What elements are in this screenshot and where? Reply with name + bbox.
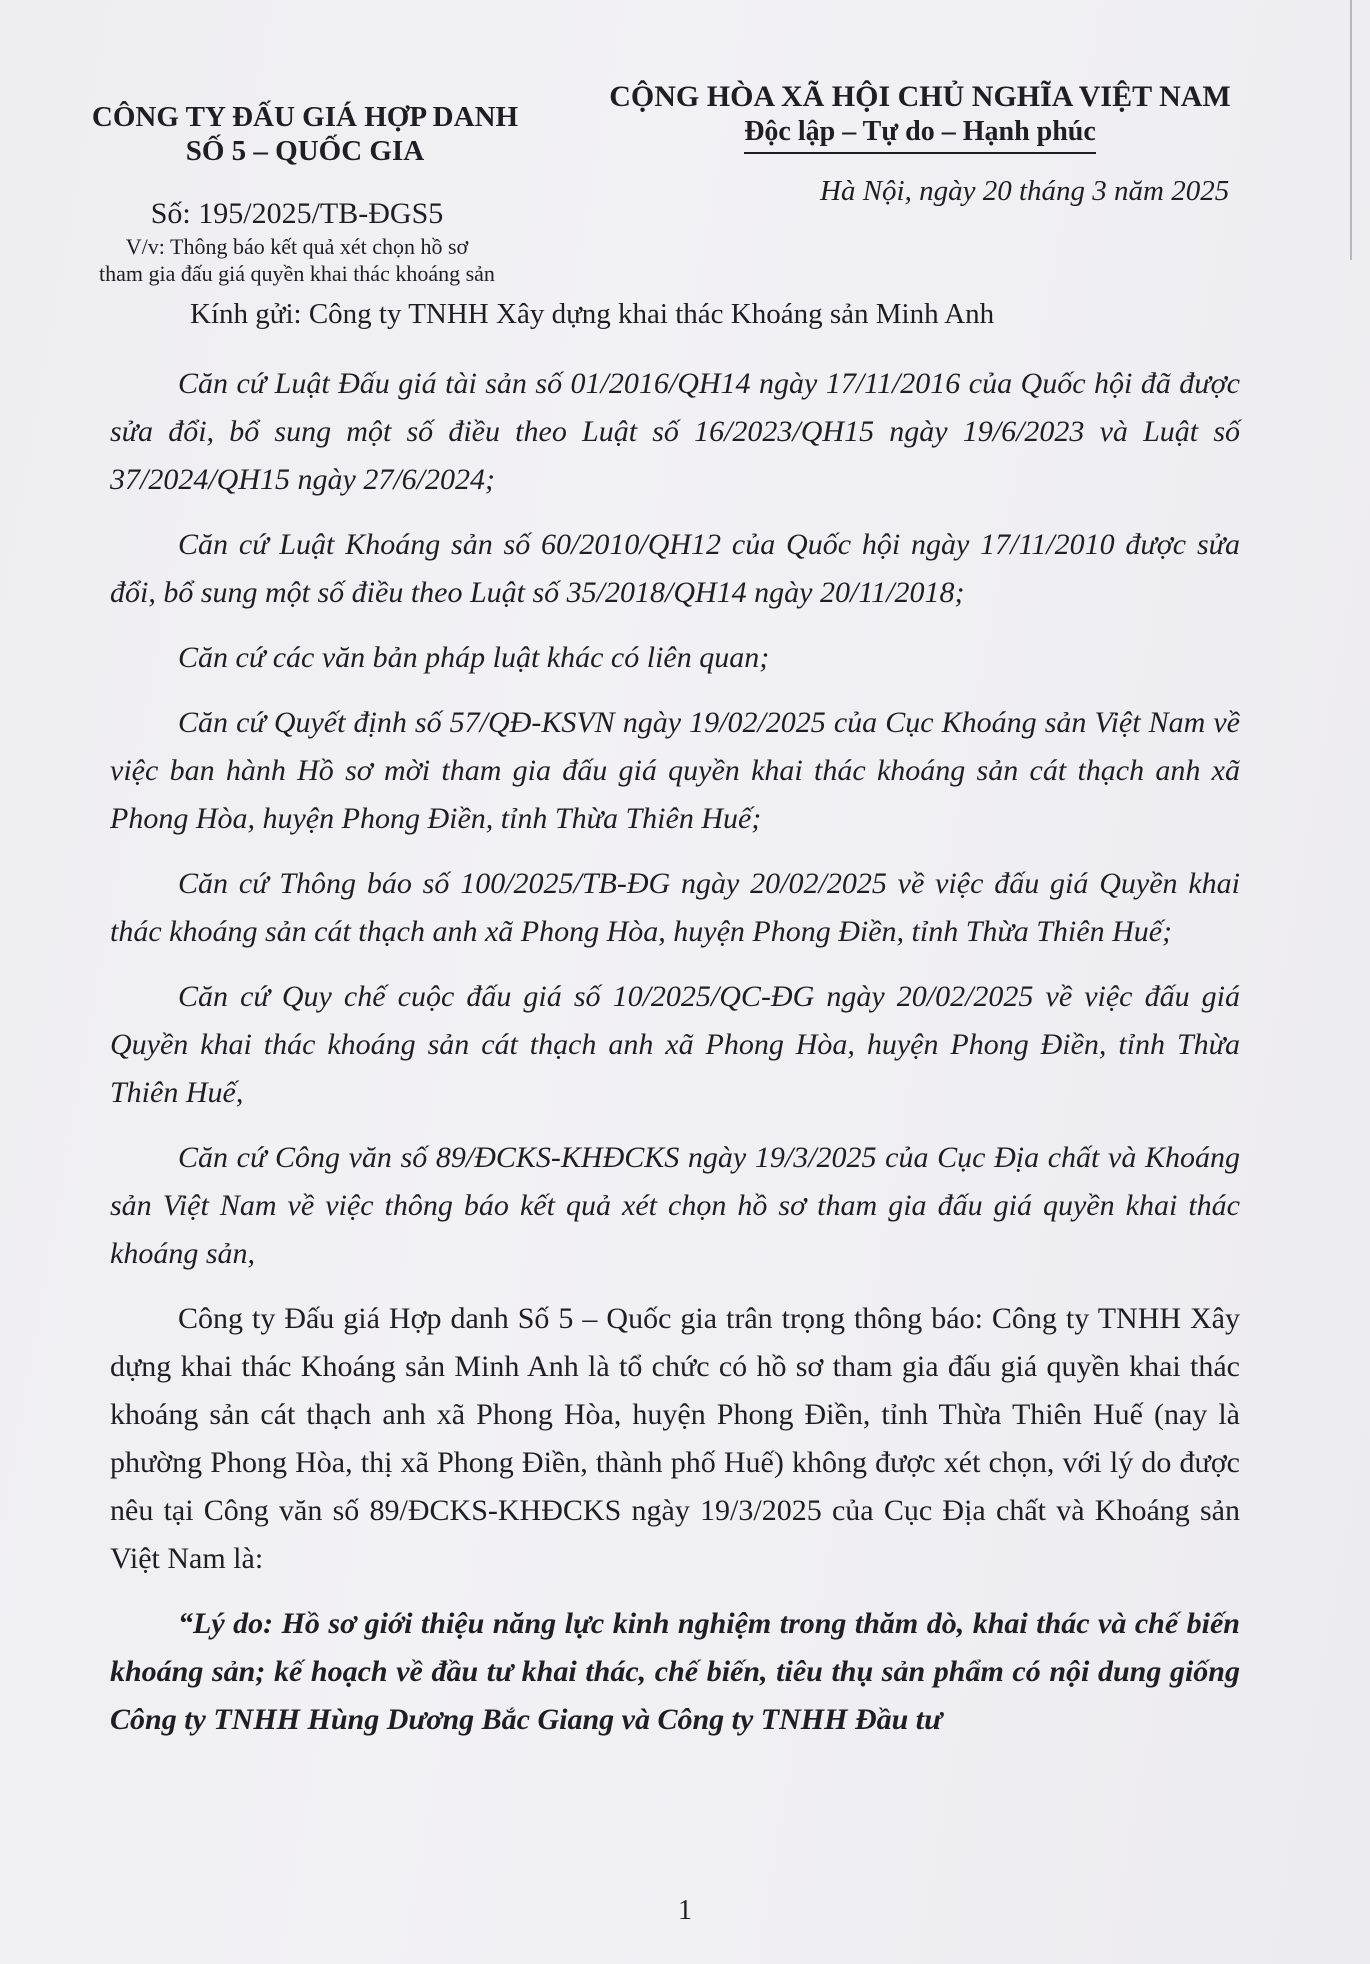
paper-edge bbox=[1350, 0, 1352, 260]
organization-header bbox=[70, 100, 540, 168]
legal-basis-paragraph: Căn cứ Luật Đấu giá tài sản số 01/2016/QH14 ngày 17/11/2016 của Quốc hội đã được sửa đổi, bổ sung một số điều theo Luật số 16/2023/QH15 ngày 19/6/2023 và Luật số 37/2024/QH15 ngày 27/6/2024; bbox=[110, 367, 1240, 496]
subject-line1: V/v: Thông báo kết quả xét chọn hồ sơ bbox=[125, 234, 469, 259]
legal-basis-paragraph: Căn cứ các văn bản pháp luật khác có liên quan; bbox=[178, 641, 770, 674]
page-number: 1 bbox=[678, 1895, 692, 1926]
nation-title: CỘNG HÒA XÃ HỘI CHỦ NGHĨA VIỆT NAM bbox=[609, 80, 1231, 113]
document-body bbox=[110, 360, 1240, 1761]
announcement-paragraph: Công ty Đấu giá Hợp danh Số 5 – Quốc gia trân trọng thông báo: Công ty TNHH Xây dựng khai thác Khoáng sản Minh Anh là tổ chức có hồ sơ tham gia đấu giá quyền khai thác khoáng sản cát thạch anh xã Phong Hòa, huyện Phong Điền, tỉnh Thừa Thiên Huế (nay là phường Phong Hòa, thị xã Phong Điền, thành phố Huế) không được xét chọn, với lý do được nêu tại Công văn số 89/ĐCKS-KHĐCKS ngày 19/3/2025 của Cục Địa chất và Khoáng sản Việt Nam là: bbox=[110, 1302, 1240, 1575]
document-meta bbox=[72, 195, 522, 287]
document-number: Số: 195/2025/TB-ĐGS5 bbox=[150, 197, 444, 230]
org-name-line1: CÔNG TY ĐẤU GIÁ HỢP DANH bbox=[91, 101, 519, 133]
legal-basis-paragraph: Căn cứ Luật Khoáng sản số 60/2010/QH12 của Quốc hội ngày 17/11/2010 được sửa đổi, bổ sung một số điều theo Luật số 35/2018/QH14 ngày 20/11/2018; bbox=[110, 528, 1240, 609]
legal-basis-paragraph: Căn cứ Công văn số 89/ĐCKS-KHĐCKS ngày 19/3/2025 của Cục Địa chất và Khoáng sản Việt Nam về việc thông báo kết quả xét chọn hồ sơ tham gia đấu giá quyền khai thác khoáng sản, bbox=[110, 1141, 1240, 1270]
recipient-line: Kính gửi: Công ty TNHH Xây dựng khai thác Khoáng sản Minh Anh bbox=[190, 298, 995, 330]
legal-basis-paragraph: Căn cứ Thông báo số 100/2025/TB-ĐG ngày 20/02/2025 về việc đấu giá Quyền khai thác khoáng sản cát thạch anh xã Phong Hòa, huyện Phong Điền, tỉnh Thừa Thiên Huế; bbox=[110, 867, 1240, 948]
org-name-line2: SỐ 5 – QUỐC GIA bbox=[185, 135, 425, 167]
place-date: Hà Nội, ngày 20 tháng 3 năm 2025 bbox=[820, 175, 1230, 207]
legal-basis-paragraph: Căn cứ Quyết định số 57/QĐ-KSVN ngày 19/02/2025 của Cục Khoáng sản Việt Nam về việc ban hành Hồ sơ mời tham gia đấu giá quyền khai thác khoáng sản cát thạch anh xã Phong Hòa, huyện Phong Điền, tỉnh Thừa Thiên Huế; bbox=[110, 706, 1240, 835]
national-header bbox=[600, 80, 1240, 154]
legal-basis-paragraph: Căn cứ Quy chế cuộc đấu giá số 10/2025/QC-ĐG ngày 20/02/2025 về việc đấu giá Quyền khai thác khoáng sản cát thạch anh xã Phong Hòa, huyện Phong Điền, tỉnh Thừa Thiên Huế, bbox=[110, 980, 1240, 1109]
subject-line2: tham gia đấu giá quyền khai thác khoáng sản bbox=[99, 261, 495, 286]
reason-quote-paragraph: “Lý do: Hồ sơ giới thiệu năng lực kinh nghiệm trong thăm dò, khai thác và chế biến khoáng sản; kế hoạch về đầu tư khai thác, chế biến, tiêu thụ sản phẩm có nội dung giống Công ty TNHH Hùng Dương Bắc Giang và Công ty TNHH Đầu tư bbox=[110, 1607, 1240, 1736]
nation-motto: Độc lập – Tự do – Hạnh phúc bbox=[744, 115, 1096, 154]
